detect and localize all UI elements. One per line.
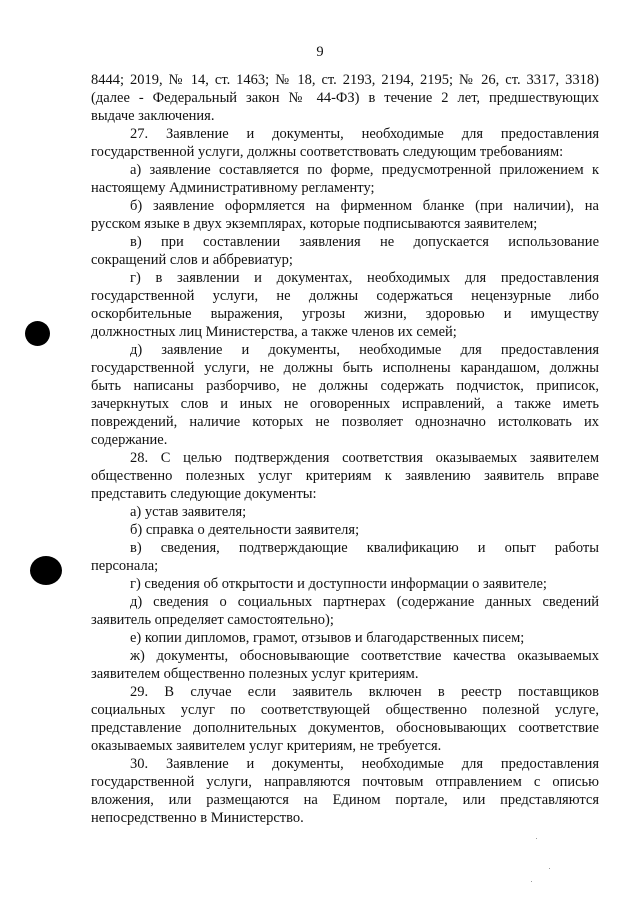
text-line: повреждений, наличие которых не позволяет однозначно истолковать их	[91, 414, 599, 430]
text-line: в) при составлении заявления не допускается использование	[130, 234, 599, 250]
text-line: представить следующие документы:	[91, 486, 317, 502]
text-line: 27. Заявление и документы, необходимые для предоставления	[130, 126, 599, 142]
text-line: государственной услуги, не должны содержаться нецензурные либо	[91, 288, 599, 304]
page-number: 9	[316, 44, 324, 60]
text-line: настоящему Административному регламенту;	[91, 180, 375, 196]
document-body-text	[91, 71, 599, 827]
text-line: а) заявление составляется по форме, предусмотренной приложением к	[130, 162, 599, 178]
text-line: г) в заявлении и документах, необходимых для предоставления	[130, 270, 599, 286]
text-line: зачеркнутых слов и иных не оговоренных исправлений, а также иметь	[91, 396, 599, 412]
text-line: е) копии дипломов, грамот, отзывов и благодарственных писем;	[130, 630, 525, 646]
text-line: а) устав заявителя;	[130, 504, 247, 520]
text-line: заявитель определяет самостоятельно);	[91, 612, 334, 628]
text-line: (далее - Федеральный закон № 44-ФЗ) в течение 2 лет, предшествующих	[91, 90, 599, 106]
text-line: 29. В случае если заявитель включен в реестр поставщиков	[130, 684, 599, 700]
text-line: выдаче заключения.	[91, 108, 215, 124]
text-line: д) сведения о социальных партнерах (содержание данных сведений	[130, 594, 599, 610]
text-line: непосредственно в Министерство.	[91, 810, 304, 826]
text-line: заявителем общественно полезных услуг критериям.	[91, 666, 419, 682]
text-line: 8444; 2019, № 14, ст. 1463; № 18, ст. 2193, 2194, 2195; № 26, ст. 3317, 3318)	[91, 72, 599, 88]
scan-speck	[531, 881, 532, 882]
text-line: вложения, или размещаются на Едином портале, или представляются	[91, 792, 599, 808]
text-line: представление дополнительных документов, обосновывающих соответствие	[91, 720, 599, 736]
punch-hole-mark-lower	[30, 556, 62, 585]
text-line: сокращений слов и аббревиатур;	[91, 252, 293, 268]
text-line: русском языке в двух экземплярах, которые подписываются заявителем;	[91, 216, 538, 232]
text-line: в) сведения, подтверждающие квалификацию и опыт работы	[130, 540, 599, 556]
text-line: б) справка о деятельности заявителя;	[130, 522, 360, 538]
text-line: б) заявление оформляется на фирменном бланке (при наличии), на	[130, 198, 599, 214]
text-line: 28. С целью подтверждения соответствия оказываемых заявителем	[130, 450, 599, 466]
text-line: 30. Заявление и документы, необходимые для предоставления	[130, 756, 599, 772]
punch-hole-mark-upper	[25, 321, 50, 346]
text-line: общественно полезных услуг критериям к заявлению заявитель вправе	[91, 468, 599, 484]
text-line: г) сведения об открытости и доступности информации о заявителе;	[130, 576, 547, 592]
scan-speck	[536, 838, 537, 839]
text-line: должностных лиц Министерства, а также членов их семей;	[91, 324, 457, 340]
text-line: оказываемых заявителем услуг критериям, не требуется.	[91, 738, 442, 754]
text-line: д) заявление и документы, необходимые для предоставления	[130, 342, 599, 358]
text-line: оскорбительные выражения, угрозы жизни, здоровью и имуществу	[91, 306, 599, 322]
text-line: содержание.	[91, 432, 168, 448]
text-line: персонала;	[91, 558, 159, 574]
text-line: государственной услуги, направляются почтовым отправлением с описью	[91, 774, 599, 790]
text-line: ж) документы, обосновывающие соответствие качества оказываемых	[130, 648, 599, 664]
text-line: быть написаны разборчиво, не должны содержать подчисток, приписок,	[91, 378, 599, 394]
text-line: государственной услуги, не должны быть исполнены карандашом, должны	[91, 360, 599, 376]
text-line: государственной услуги, должны соответствовать следующим требованиям:	[91, 144, 564, 160]
text-line: социальных услуг по соответствующей общественно полезной услуге,	[91, 702, 599, 718]
scan-speck	[549, 868, 550, 869]
